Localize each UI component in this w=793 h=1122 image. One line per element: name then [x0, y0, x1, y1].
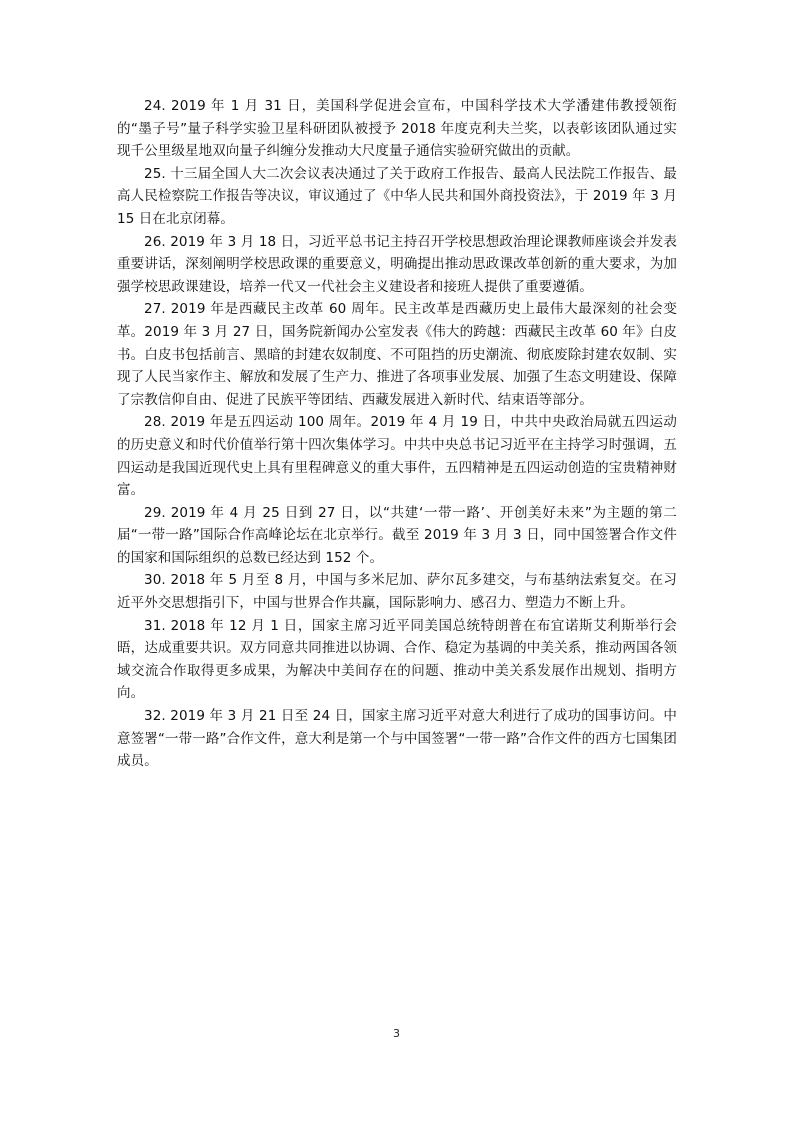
page-number: 3: [393, 1027, 400, 1040]
paragraph-26: 26. 2019 年 3 月 18 日，习近平总书记主持召开学校思想政治理论课教师座谈会并发表重要讲话，深刻阐明学校思政课的重要意义，明确提出推动思政课改革创新的重大要求，为加强学校思政课建设，培养一代又一代社会主义建设者和接班人提供了重要遵循。: [117, 233, 677, 295]
paragraph-29: 29. 2019 年 4 月 25 日到 27 日，以“共建‘一带一路’、开创美好未来”为主题的第二届“一带一路”国际合作高峰论坛在北京举行。截至 2019 年 3 月 3 日，同中国签署合作文件的国家和国际组织的总数已经达到 152 个。: [117, 504, 677, 566]
document-body: [117, 95, 677, 773]
paragraph-30: 30. 2018 年 5 月至 8 月，中国与多米尼加、萨尔瓦多建交，与布基纳法索复交。在习近平外交思想指引下，中国与世界合作共赢，国际影响力、感召力、塑造力不断上升。: [117, 572, 677, 612]
paragraph-31: 31. 2018 年 12 月 1 日，国家主席习近平同美国总统特朗普在布宜诺斯艾利斯举行会晤，达成重要共识。双方同意共同推进以协调、合作、稳定为基调的中美关系，推动两国各领域交流合作取得更多成果，为解决中美间存在的问题、推动中美关系发展作出规划、指明方向。: [117, 617, 677, 702]
paragraph-24: 24. 2019 年 1 月 31 日，美国科学促进会宣布，中国科学技术大学潘建伟教授领衔的“墨子号”量子科学实验卫星科研团队被授予 2018 年度克利夫兰奖，以表彰该团队通过实现千公里级星地双向量子纠缠分发推动大尺度量子通信实验研究做出的贡献。: [117, 98, 677, 160]
paragraph-28: 28. 2019 年是五四运动 100 周年。2019 年 4 月 19 日，中共中央政治局就五四运动的历史意义和时代价值举行第十四次集体学习。中共中央总书记习近平在主持学习时强调，五四运动是我国近现代史上具有里程碑意义的重大事件，五四精神是五四运动创造的宝贵精神财富。: [117, 414, 677, 499]
paragraph-27: 27. 2019 年是西藏民主改革 60 周年。民主改革是西藏历史上最伟大最深刻的社会变革。2019 年 3 月 27 日，国务院新闻办公室发表《伟大的跨越：西藏民主改革 60 年》白皮书。白皮书包括前言、黑暗的封建农奴制度、不可阻挡的历史潮流、彻底废除封建农奴制、实现了人民当家作主、解放和发展了生产力、推进了各项事业发展、加强了生态文明建设、保障了宗教信仰自由、促进了民族平等团结、西藏发展进入新时代、结束语等部分。: [117, 301, 677, 408]
paragraph-25: 25. 十三届全国人大二次会议表决通过了关于政府工作报告、最高人民法院工作报告、最高人民检察院工作报告等决议，审议通过了《中华人民共和国外商投资法》，于 2019 年 3 月 15 日在北京闭幕。: [117, 165, 677, 227]
paragraph-32: 32. 2019 年 3 月 21 日至 24 日，国家主席习近平对意大利进行了成功的国事访问。中意签署“一带一路”合作文件，意大利是第一个与中国签署“一带一路”合作文件的西方七国集团成员。: [117, 708, 677, 770]
